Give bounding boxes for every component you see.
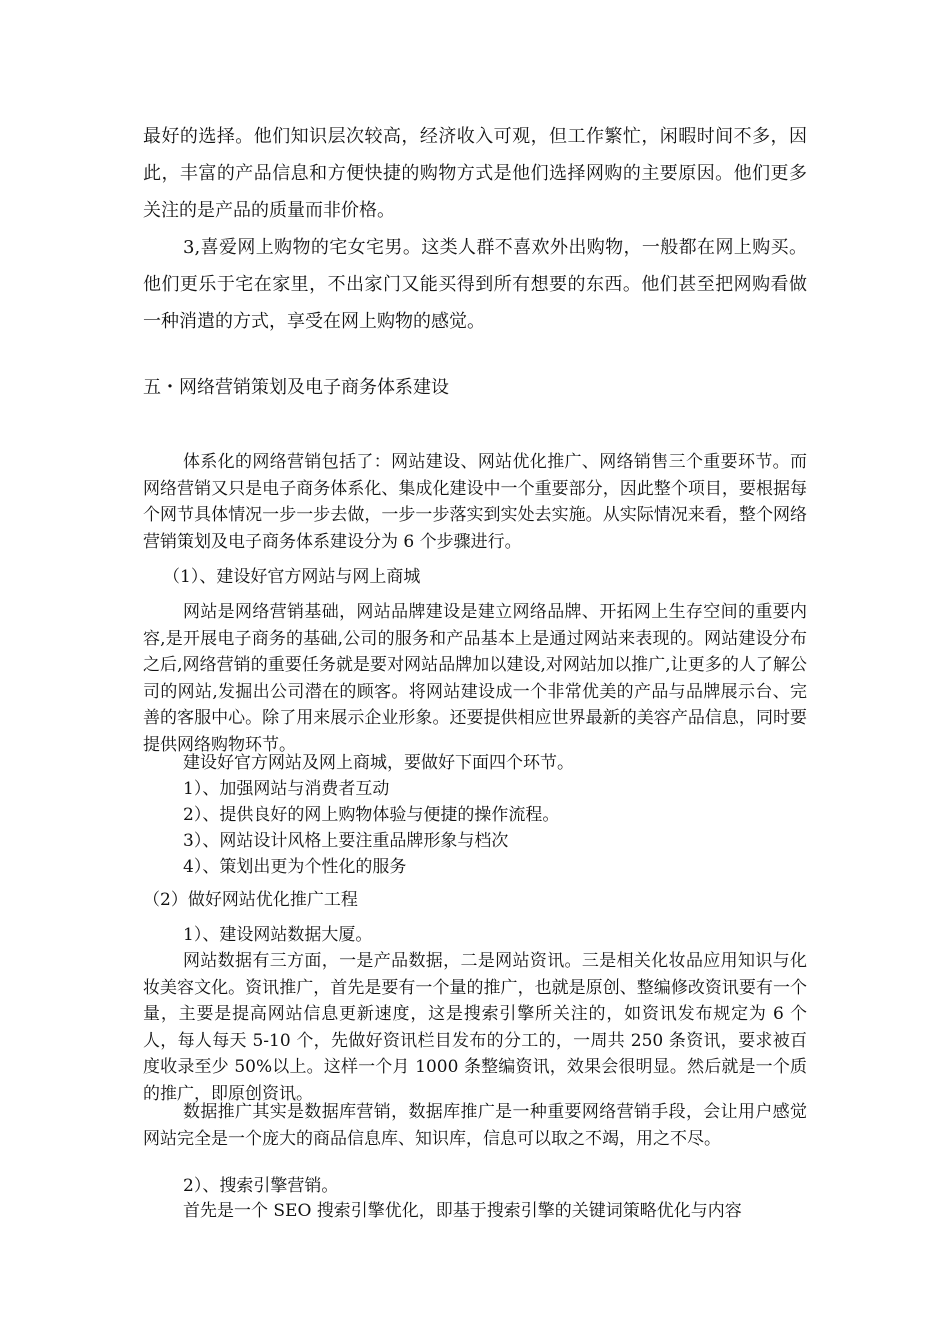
list-item: 2）、提供良好的网上购物体验与便捷的操作流程。 [183,805,560,825]
section-heading: 五・网络营销策划及电子商务体系建设 [143,377,449,398]
list-item: 4）、策划出更为个性化的服务 [183,857,407,877]
paragraph-website-foundation: 网站是网络营销基础，网站品牌建设是建立网络品牌、开拓网上生存空间的重要内容,是开展电子商务的基础,公司的服务和产品基本上是通过网站来表现的。网站建设分布之后,网络营销的重要任务就是要对网站品牌加以建设,对网站加以推广,让更多的人了解公司的网站,发掘出公司潜在的顾客。将网站建设成一个非常优美的产品与品牌展示台、完善的客服中心。除了用来展示企业形象。还要提供相应世界最新的美容产品信息，同时要提供网络购物环节。 [143,602,807,755]
paragraph-database-marketing: 数据推广其实是数据库营销，数据库推广是一种重要网络营销手段，会让用户感觉网站完全是一个庞大的商品信息库、知识库，信息可以取之不竭，用之不尽。 [143,1102,807,1149]
paragraph-data-content: 网站数据有三方面，一是产品数据，二是网站资讯。三是相关化妆品应用知识与化妆美容文化。资讯推广，首先是要有一个量的推广，也就是原创、整编修改资讯要有一个量，主要是提高网站信息更新速度，这是搜索引擎所关注的，如资讯发布规定为 6 个人，每人每天 5-10 个，先做好资讯栏目发布的分工的，一周共 250 条资讯，要求被百度收录至少 50%以上。这样一个月 1000 条整编资讯，效果会很明显。然后就是一个质的推广，即原创资讯。 [143,951,807,1104]
paragraph-four-steps-intro: 建设好官方网站及网上商城，要做好下面四个环节。 [183,753,574,773]
paragraph-search-engine-heading: 2）、搜索引擎营销。 [183,1176,339,1196]
paragraph-data-building: 1）、建设网站数据大厦。 [183,925,373,945]
paragraph-system-overview: 体系化的网络营销包括了：网站建设、网站优化推广、网络销售三个重要环节。而网络营销又只是电子商务体系化、集成化建设中一个重要部分，因此整个项目，要根据每个网节具体情况一步一步去做，一步一步落实到实处去实施。从实际情况来看，整个网络营销策划及电子商务体系建设分为 6 个步骤进行。 [143,452,807,552]
step1-heading: （1）、建设好官方网站与网上商城 [163,567,421,587]
paragraph-seo: 首先是一个 SEO 搜索引擎优化，即基于搜索引擎的关键词策略优化与内容 [183,1201,742,1221]
list-item: 3）、网站设计风格上要注重品牌形象与档次 [183,831,509,851]
step2-heading: （2）做好网站优化推广工程 [143,890,358,910]
paragraph-online-shoppers-busy: 最好的选择。他们知识层次较高，经济收入可观，但工作繁忙，闲暇时间不多，因此，丰富的产品信息和方便快捷的购物方式是他们选择网购的主要原因。他们更多关注的是产品的质量而非价格。 [143,126,807,221]
list-item: 1）、加强网站与消费者互动 [183,779,390,799]
paragraph-homebody-shoppers: 3,喜爱网上购物的宅女宅男。这类人群不喜欢外出购物，一般都在网上购买。他们更乐于宅在家里，不出家门又能买得到所有想要的东西。他们甚至把网购看做一种消遣的方式，享受在网上购物的感觉。 [143,237,807,332]
